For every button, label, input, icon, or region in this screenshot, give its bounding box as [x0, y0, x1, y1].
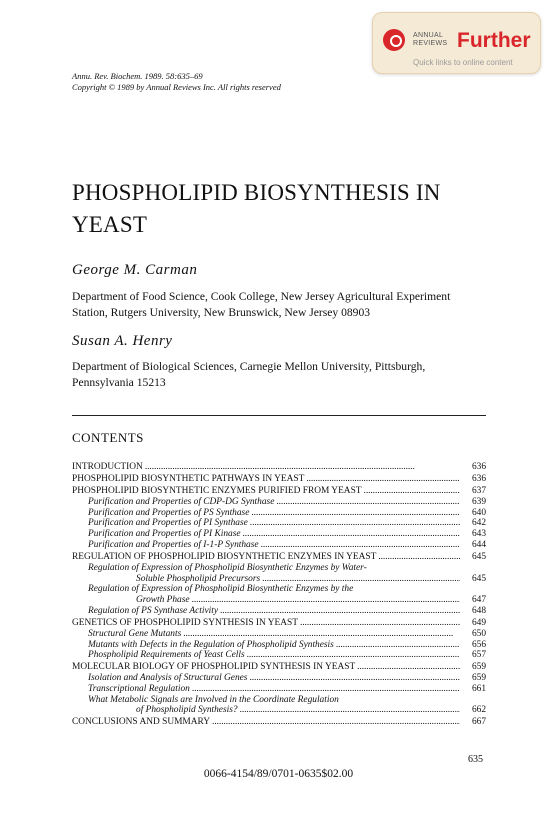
toc-entry-title: PHOSPHOLIPID BIOSYNTHETIC PATHWAYS IN YEAST [72, 473, 305, 484]
toc-leader-dots [192, 684, 460, 695]
citation-line: Annu. Rev. Biochem. 1989. 58:635–69 [72, 71, 203, 81]
section-divider [72, 415, 486, 416]
toc-leader-dots [250, 518, 460, 529]
toc-entry[interactable] [72, 595, 486, 606]
title-line-2: YEAST [72, 212, 148, 237]
toc-entry-title: Purification and Properties of PS Synthase [88, 507, 250, 518]
toc-leader-dots [378, 552, 460, 563]
toc-entry-page: 659 [471, 662, 486, 673]
toc-entry-title: Transcriptional Regulation [88, 683, 190, 694]
reviews-label: REVIEWS [413, 40, 448, 47]
toc-entry[interactable] [72, 574, 486, 585]
toc-leader-dots [145, 462, 460, 473]
toc-entry-page: 643 [471, 529, 486, 540]
toc-entry[interactable] [72, 629, 486, 640]
toc-entry[interactable] [72, 584, 486, 595]
annual-reviews-logo-icon [383, 29, 405, 51]
toc-entry-title: What Metabolic Signals are Involved in the Coordinate Regulation [88, 694, 339, 705]
toc-entry[interactable] [72, 640, 486, 651]
toc-entry[interactable] [72, 705, 486, 716]
toc-leader-dots [249, 673, 460, 684]
toc-entry-page: 659 [471, 673, 486, 684]
toc-entry[interactable] [72, 717, 486, 728]
toc-entry-page: 642 [471, 518, 486, 529]
toc-leader-dots [357, 662, 460, 673]
toc-entry-title: Phospholipid Requirements of Yeast Cells [88, 650, 245, 661]
toc-entry[interactable] [72, 662, 486, 673]
toc-entry-page: 636 [471, 473, 486, 484]
annual-label: ANNUAL [413, 32, 444, 39]
toc-entry-title: GENETICS OF PHOSPHOLIPID SYNTHESIS IN YEAST [72, 617, 298, 628]
toc-entry[interactable] [72, 618, 486, 629]
toc-entry-title: Isolation and Analysis of Structural Genes [88, 673, 248, 684]
toc-entry-page: 648 [471, 605, 486, 616]
toc-leader-dots [306, 474, 460, 485]
toc-entry[interactable] [72, 462, 486, 473]
author-name: Susan A. Henry [72, 333, 173, 349]
toc-entry[interactable] [72, 552, 486, 563]
journal-citation [72, 71, 281, 93]
toc-entry-page: 650 [471, 628, 486, 639]
toc-leader-dots [212, 717, 460, 728]
toc-leader-dots [262, 574, 460, 585]
title-line-1: PHOSPHOLIPID BIOSYNTHESIS IN [72, 180, 441, 205]
toc-entry-page: 636 [471, 462, 486, 472]
toc-entry-title: of Phospholipid Synthesis? [136, 705, 238, 716]
toc-leader-dots [276, 497, 460, 508]
toc-entry[interactable] [72, 497, 486, 508]
toc-entry-title: MOLECULAR BIOLOGY OF PHOSPHOLIPID SYNTHESIS IN YEAST [72, 662, 356, 673]
toc-entry-page: 667 [471, 717, 486, 728]
toc-entry[interactable] [72, 474, 486, 485]
toc-leader-dots [192, 595, 460, 606]
toc-entry-page: 645 [471, 573, 486, 584]
copyright-line: Copyright © 1989 by Annual Reviews Inc. All rights reserved [72, 82, 281, 92]
toc-entry[interactable] [72, 606, 486, 617]
toc-entry-title: Regulation of PS Synthase Activity [88, 605, 219, 616]
affiliation-line: Department of Food Science, Cook College, New Jersey Agricultural Experiment [72, 290, 451, 303]
toc-entry-title: Regulation of Expression of Phospholipid Biosynthetic Enzymes by the [88, 584, 354, 595]
toc-entry-page: 640 [471, 507, 486, 518]
toc-leader-dots [247, 650, 460, 661]
further-label[interactable]: Further [457, 29, 531, 52]
toc-entry-title: Purification and Properties of PI Synthase [88, 518, 248, 529]
toc-leader-dots [243, 529, 460, 540]
toc-leader-dots [240, 705, 460, 716]
toc-entry-page: 645 [471, 551, 486, 562]
toc-entry-title: Purification and Properties of I-1-P Synthase [88, 539, 259, 550]
affiliation-line: Pennsylvania 15213 [72, 376, 166, 389]
affiliation-line: Department of Biological Sciences, Carnegie Mellon University, Pittsburgh, [72, 360, 426, 373]
article-title [72, 177, 502, 241]
toc-entry-title: INTRODUCTION [72, 462, 143, 472]
toc-entry-title: Purification and Properties of PI Kinase [88, 529, 241, 540]
toc-leader-dots [251, 508, 460, 519]
toc-leader-dots [364, 486, 460, 497]
toc-entry[interactable] [72, 486, 486, 497]
toc-leader-dots [183, 629, 460, 640]
quick-links-label[interactable]: Quick links to online content [413, 58, 513, 67]
toc-entry-title: Growth Phase [136, 595, 190, 606]
article-code: 0066-4154/89/0701-0635$02.00 [203, 768, 354, 780]
author-name: George M. Carman [72, 262, 198, 278]
toc-entry-title: REGULATION OF PHOSPHOLIPID BIOSYNTHETIC ENZYMES IN YEAST [72, 551, 377, 562]
toc-entry-page: 647 [471, 595, 486, 606]
affiliation-line: Station, Rutgers University, New Brunswick, New Jersey 08903 [72, 306, 371, 319]
toc-entry[interactable] [72, 540, 486, 551]
toc-entry-page: 639 [471, 496, 486, 507]
toc-leader-dots [300, 618, 460, 629]
toc-entry-title: Mutants with Defects in the Regulation of Phospholipid Synthesis [88, 639, 334, 650]
toc-entry-title: Purification and Properties of CDP-DG Synthase [88, 496, 275, 507]
toc-leader-dots [261, 540, 460, 551]
toc-entry-page: 661 [471, 683, 486, 694]
toc-entry-page: 649 [471, 617, 486, 628]
toc-leader-dots [220, 606, 460, 617]
toc-entry-title: CONCLUSIONS AND SUMMARY [72, 717, 211, 728]
toc-entry[interactable] [72, 518, 486, 529]
page-number: 635 [468, 754, 483, 765]
toc-entry[interactable] [72, 695, 486, 706]
table-of-contents [72, 462, 486, 728]
toc-entry-title: Soluble Phospholipid Precursors [136, 573, 261, 584]
toc-entry-page: 656 [471, 639, 486, 650]
toc-entry-page: 657 [471, 650, 486, 661]
author-affiliation [72, 359, 487, 391]
toc-leader-dots [336, 640, 460, 651]
toc-entry-page: 644 [471, 539, 486, 550]
toc-entry-page: 637 [471, 485, 486, 496]
toc-entry[interactable] [72, 684, 486, 695]
toc-entry-title: Structural Gene Mutants [88, 628, 182, 639]
toc-entry[interactable] [72, 650, 486, 661]
contents-heading: CONTENTS [72, 430, 144, 445]
toc-entry[interactable] [72, 563, 486, 574]
toc-entry-page: 662 [471, 705, 486, 716]
toc-entry[interactable] [72, 673, 486, 684]
toc-entry-title: Regulation of Expression of Phospholipid Biosynthetic Enzymes by Water- [88, 562, 367, 573]
annual-reviews-wordmark [413, 32, 447, 48]
further-badge[interactable] [372, 12, 541, 74]
author-affiliation [72, 289, 487, 321]
toc-entry[interactable] [72, 508, 486, 519]
toc-entry-title: PHOSPHOLIPID BIOSYNTHETIC ENZYMES PURIFIED FROM YEAST [72, 485, 362, 496]
toc-entry[interactable] [72, 529, 486, 540]
